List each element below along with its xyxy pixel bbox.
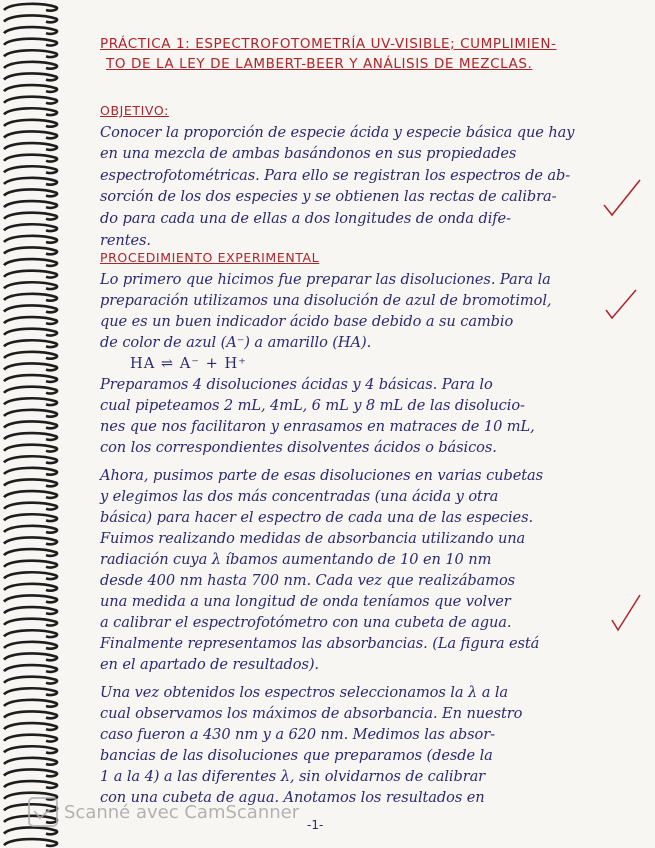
paragraph3-line: Ahora, pusimos parte de esas disoluciones en varias cubetas: [100, 467, 544, 484]
spiral-ring: [4, 352, 57, 359]
spiral-ring: [4, 839, 57, 846]
spiral-ring: [4, 711, 57, 718]
procedure-heading: PROCEDIMIENTO EXPERIMENTAL: [100, 250, 320, 265]
spiral-ring: [4, 73, 57, 80]
camscanner-logo-icon: [28, 797, 58, 827]
spiral-ring: [4, 259, 57, 266]
spiral-ring: [4, 572, 57, 579]
spiral-ring: [4, 27, 57, 34]
title-line-2: TO DE LA LEY DE LAMBERT-BEER Y ANÁLISIS DE MEZCLAS.: [106, 56, 533, 72]
equation: HA ⇌ A⁻ + H⁺: [130, 355, 247, 372]
spiral-ring: [4, 433, 57, 440]
objective-heading: OBJETIVO:: [100, 103, 169, 118]
spiral-ring: [4, 131, 57, 138]
spiral-ring: [4, 178, 57, 185]
spiral-ring: [4, 375, 57, 382]
spiral-ring: [4, 236, 57, 243]
procedure-line: preparación utilizamos una disolución de azul de bromotimol,: [100, 292, 552, 309]
paragraph3-line: y elegimos las dos más concentradas (una ácida y otra: [100, 488, 499, 505]
spiral-ring: [4, 688, 57, 695]
objective-line: rentes.: [100, 232, 151, 249]
spiral-ring: [4, 247, 57, 254]
paragraph4-line: Una vez obtenidos los espectros seleccionamos la λ a la: [100, 684, 508, 701]
spiral-ring: [4, 607, 57, 614]
paragraph2-line: nes que nos facilitaron y enrasamos en matraces de 10 mL,: [100, 418, 535, 435]
spiral-ring: [4, 317, 57, 324]
spiral-ring: [4, 340, 57, 347]
objective-line: Conocer la proporción de especie ácida y especie básica que hay: [100, 124, 575, 141]
spiral-ring: [4, 619, 57, 626]
objective-line: en una mezcla de ambas basándonos en sus propiedades: [100, 145, 517, 162]
paragraph3-line: a calibrar el espectrofotómetro con una cubeta de agua.: [100, 614, 512, 631]
spiral-binding: [0, 0, 60, 848]
paragraph4-line: caso fueron a 430 nm y a 620 nm. Medimos las absor-: [100, 726, 495, 743]
spiral-ring: [4, 445, 57, 452]
page-number: -1-: [307, 818, 324, 832]
spiral-ring: [4, 677, 57, 684]
paragraph3-line: Fuimos realizando medidas de absorbancia utilizando una: [100, 530, 526, 547]
spiral-ring: [4, 746, 57, 753]
spiral-ring: [4, 15, 57, 22]
spiral-ring: [4, 421, 57, 428]
spiral-ring: [4, 108, 57, 115]
spiral-ring: [4, 271, 57, 278]
spiral-ring: [4, 758, 57, 765]
spiral-ring: [4, 456, 57, 463]
spiral-ring: [4, 143, 57, 150]
paragraph3-line: Finalmente representamos las absorbancias. (La figura está: [100, 635, 540, 652]
spiral-ring: [4, 329, 57, 336]
spiral-ring: [4, 700, 57, 707]
spiral-ring: [4, 224, 57, 231]
spiral-ring: [4, 201, 57, 208]
spiral-ring: [4, 630, 57, 637]
camscanner-watermark: [28, 797, 299, 827]
spiral-ring: [4, 642, 57, 649]
spiral-ring: [4, 50, 57, 57]
spiral-ring: [4, 398, 57, 405]
spiral-ring: [4, 491, 57, 498]
spiral-ring: [4, 479, 57, 486]
spiral-ring: [4, 363, 57, 370]
spiral-ring: [4, 537, 57, 544]
paragraph2-line: con los correspondientes disolventes ácidos o básicos.: [100, 439, 497, 456]
spiral-ring: [4, 387, 57, 394]
paragraph4-line: bancias de las disoluciones que preparamos (desde la: [100, 747, 493, 764]
spiral-ring: [4, 503, 57, 510]
spiral-ring: [4, 282, 57, 289]
paragraph2-line: Preparamos 4 disoluciones ácidas y 4 básicas. Para lo: [100, 376, 493, 393]
title-line-1: PRÁCTICA 1: ESPECTROFOTOMETRÍA UV-VISIBLE; CUMPLIMIEN-: [100, 36, 557, 52]
spiral-ring: [4, 526, 57, 533]
spiral-ring: [4, 120, 57, 127]
spiral-ring: [4, 294, 57, 301]
spiral-ring: [4, 723, 57, 730]
spiral-ring: [4, 665, 57, 672]
paragraph3-line: en el apartado de resultados).: [100, 656, 319, 673]
procedure-line: de color de azul (A⁻) a amarillo (HA).: [100, 334, 372, 351]
spiral-ring: [4, 584, 57, 591]
notebook-page: [100, 30, 630, 830]
paragraph4-line: con una cubeta de agua. Anotamos los resultados en: [100, 789, 485, 806]
paragraph3-line: radiación cuya λ íbamos aumentando de 10 en 10 nm: [100, 551, 492, 568]
spiral-ring: [4, 97, 57, 104]
spiral-ring: [4, 549, 57, 556]
paragraph2-line: cual pipeteamos 2 mL, 4mL, 6 mL y 8 mL de las disolucio-: [100, 397, 525, 414]
spiral-ring: [4, 827, 57, 834]
spiral-ring: [4, 213, 57, 220]
objective-line: do para cada una de ellas a dos longitudes de onda dife-: [100, 210, 511, 227]
watermark-text: Scanné avec CamScanner: [64, 801, 300, 823]
spiral-ring: [4, 189, 57, 196]
spiral-ring: [4, 781, 57, 788]
spiral-ring: [4, 155, 57, 162]
paragraph4-line: 1 a la 4) a las diferentes λ, sin olvidarnos de calibrar: [100, 768, 486, 785]
spiral-ring: [4, 468, 57, 475]
spiral-ring: [4, 410, 57, 417]
procedure-line: Lo primero que hicimos fue preparar las disoluciones. Para la: [100, 271, 551, 288]
paragraph3-line: una medida a una longitud de onda teníamos que volver: [100, 593, 511, 610]
spiral-ring: [4, 769, 57, 776]
spiral-ring: [4, 85, 57, 92]
spiral-ring: [4, 735, 57, 742]
spiral-ring: [4, 514, 57, 521]
paragraph3-line: desde 400 nm hasta 700 nm. Cada vez que realizábamos: [100, 572, 516, 589]
spiral-ring: [4, 305, 57, 312]
spiral-ring: [4, 4, 57, 11]
objective-line: sorción de los dos especies y se obtienen las rectas de calibra-: [100, 188, 557, 205]
spiral-ring: [4, 561, 57, 568]
objective-line: espectrofotométricas. Para ello se registran los espectros de ab-: [100, 167, 571, 184]
spiral-ring: [4, 62, 57, 69]
procedure-line: que es un buen indicador ácido base debido a su cambio: [100, 313, 514, 330]
spiral-ring: [4, 653, 57, 660]
spiral-ring: [4, 166, 57, 173]
spiral-ring: [4, 595, 57, 602]
paragraph3-line: básica) para hacer el espectro de cada una de las especies.: [100, 509, 534, 526]
paragraph4-line: cual observamos los máximos de absorbancia. En nuestro: [100, 705, 523, 722]
spiral-ring: [4, 39, 57, 46]
